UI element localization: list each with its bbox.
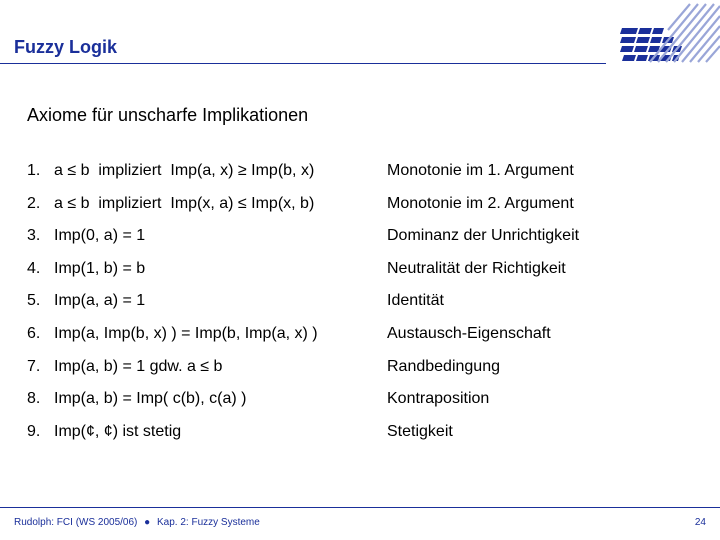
slide-heading: Axiome für unscharfe Implikationen — [27, 105, 309, 125]
axiom-number: 5. — [27, 292, 41, 310]
axiom-number: 3. — [27, 227, 41, 245]
axiom-number: 9. — [27, 422, 41, 440]
axiom-formula: Imp(a, b) = Imp( c(b), c(a) ) — [54, 390, 247, 408]
axiom-row — [0, 325, 720, 351]
axiom-name: Monotonie im 2. Argument — [387, 194, 574, 212]
axiom-row — [0, 358, 720, 384]
axiom-name: Dominanz der Unrichtigkeit — [387, 227, 580, 245]
axiom-number: 8. — [27, 390, 41, 408]
axiom-formula: a ≤ b impliziert Imp(x, a) ≤ Imp(x, b) — [54, 194, 315, 212]
axiom-formula: Imp(a, b) = 1 gdw. a ≤ b — [54, 357, 223, 375]
footer-separator: ● — [144, 517, 151, 528]
axiom-name: Kontraposition — [387, 390, 490, 408]
axiom-number: 4. — [27, 259, 41, 277]
axiom-row — [0, 423, 720, 449]
axiom-row — [0, 227, 720, 253]
axiom-number: 1. — [27, 162, 41, 179]
axiom-row — [0, 390, 720, 416]
axiom-number: 6. — [27, 325, 41, 342]
axiom-name: Monotonie im 1. Argument — [387, 162, 574, 179]
axiom-name: Stetigkeit — [387, 422, 453, 440]
axiom-number: 7. — [27, 357, 41, 375]
footer-chapter: Kap. 2: Fuzzy Systeme — [157, 517, 260, 528]
footer-info — [14, 517, 260, 528]
axiom-formula: Imp(¢, ¢) ist stetig — [54, 422, 182, 440]
axiom-name: Randbedingung — [387, 357, 500, 375]
footer-divider — [0, 507, 720, 508]
axiom-name: Neutralität der Richtigkeit — [387, 259, 566, 277]
axiom-formula: a ≤ b impliziert Imp(a, x) ≥ Imp(b, x) — [54, 162, 315, 179]
axiom-row — [0, 162, 720, 188]
slide-header-title: Fuzzy Logik — [14, 37, 117, 57]
axiom-row — [0, 195, 720, 221]
university-logo-icon — [618, 0, 720, 66]
footer-source: Rudolph: FCI (WS 2005/06) — [14, 517, 138, 528]
axiom-name: Identität — [387, 292, 444, 310]
axiom-row — [0, 260, 720, 286]
header-divider — [0, 63, 606, 64]
axiom-name: Austausch-Eigenschaft — [387, 325, 551, 342]
axiom-formula: Imp(a, a) = 1 — [54, 292, 146, 310]
axiom-formula: Imp(a, Imp(b, x) ) = Imp(b, Imp(a, x) ) — [54, 325, 318, 342]
axiom-number: 2. — [27, 194, 41, 212]
axiom-row — [0, 292, 720, 318]
axiom-formula: Imp(0, a) = 1 — [54, 227, 146, 245]
axiom-formula: Imp(1, b) = b — [54, 259, 146, 277]
page-number: 24 — [694, 517, 706, 528]
